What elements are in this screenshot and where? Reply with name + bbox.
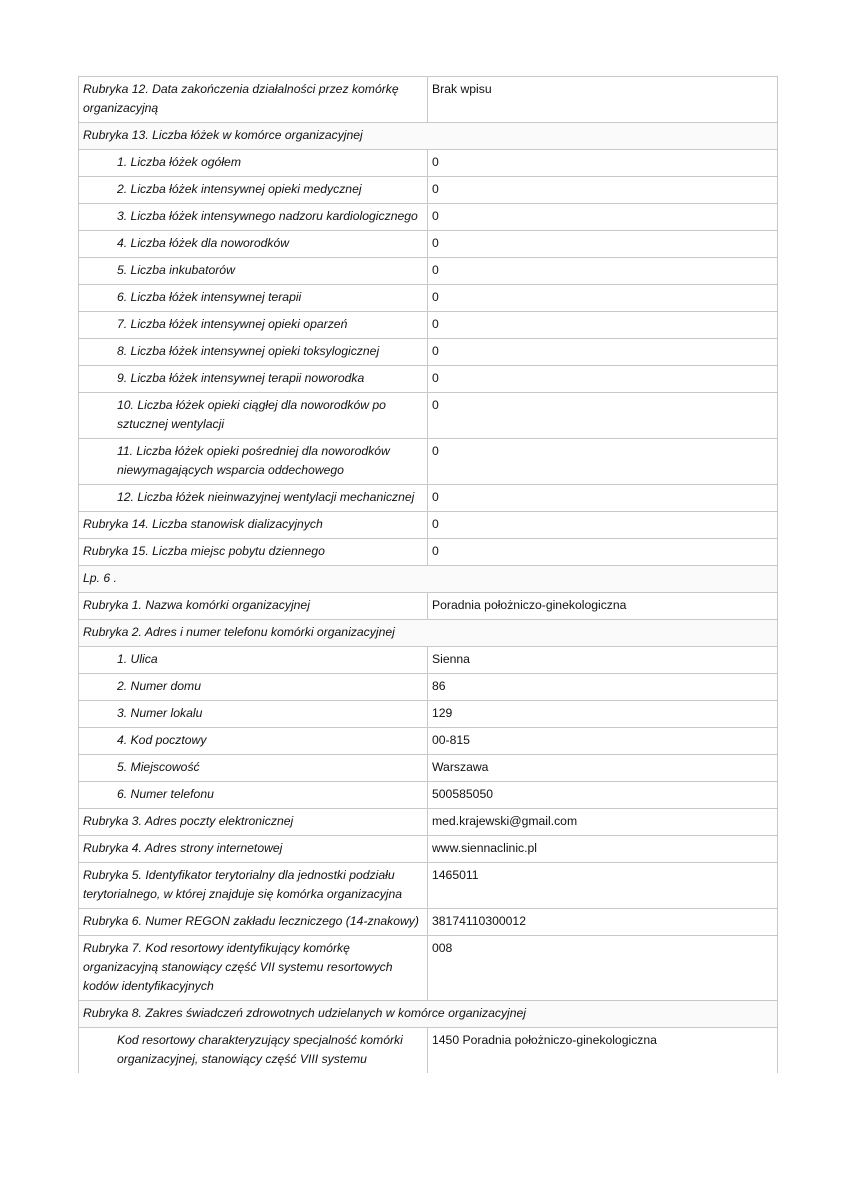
table-row — [79, 393, 778, 439]
table-row — [79, 863, 778, 909]
field-label: Kod resortowy charakteryzujący specjalność komórki organizacyjnej, stanowiący część VIII systemu — [79, 1028, 428, 1074]
field-label: Rubryka 6. Numer REGON zakładu leczniczego (14-znakowy) — [79, 909, 428, 936]
table-row — [79, 512, 778, 539]
field-label: 5. Liczba inkubatorów — [79, 258, 428, 285]
field-value: 0 — [428, 539, 778, 566]
section-header-label: Rubryka 8. Zakres świadczeń zdrowotnych udzielanych w komórce organizacyjnej — [79, 1001, 778, 1028]
table-row — [79, 231, 778, 258]
table-row — [79, 439, 778, 485]
section-header-label: Rubryka 13. Liczba łóżek w komórce organizacyjnej — [79, 123, 778, 150]
field-label: 5. Miejscowość — [79, 755, 428, 782]
field-label: 11. Liczba łóżek opieki pośredniej dla noworodków niewymagających wsparcia oddechowego — [79, 439, 428, 485]
field-label: 9. Liczba łóżek intensywnej terapii noworodka — [79, 366, 428, 393]
field-value: 0 — [428, 231, 778, 258]
field-value: 0 — [428, 485, 778, 512]
table-row — [79, 204, 778, 231]
table-row — [79, 909, 778, 936]
field-value: 86 — [428, 674, 778, 701]
section-header-row — [79, 123, 778, 150]
table-row — [79, 339, 778, 366]
field-value: 0 — [428, 258, 778, 285]
field-value: 0 — [428, 339, 778, 366]
register-table — [78, 76, 778, 1073]
field-value: Sienna — [428, 647, 778, 674]
table-row — [79, 782, 778, 809]
field-value: 500585050 — [428, 782, 778, 809]
field-value: 008 — [428, 936, 778, 1001]
field-label: 4. Kod pocztowy — [79, 728, 428, 755]
field-label: 8. Liczba łóżek intensywnej opieki toksylogicznej — [79, 339, 428, 366]
field-label: 1. Liczba łóżek ogółem — [79, 150, 428, 177]
table-row — [79, 539, 778, 566]
section-header-row — [79, 1001, 778, 1028]
field-value: 0 — [428, 439, 778, 485]
table-row — [79, 593, 778, 620]
table-row — [79, 285, 778, 312]
field-label: 6. Numer telefonu — [79, 782, 428, 809]
field-label: 2. Liczba łóżek intensywnej opieki medycznej — [79, 177, 428, 204]
table-row — [79, 366, 778, 393]
field-value: 0 — [428, 204, 778, 231]
table-row — [79, 674, 778, 701]
section-header-label: Rubryka 2. Adres i numer telefonu komórki organizacyjnej — [79, 620, 778, 647]
field-label: 4. Liczba łóżek dla noworodków — [79, 231, 428, 258]
field-value: 0 — [428, 150, 778, 177]
field-value: 38174110300012 — [428, 909, 778, 936]
table-row — [79, 312, 778, 339]
field-value: 0 — [428, 177, 778, 204]
field-value: Warszawa — [428, 755, 778, 782]
table-row — [79, 150, 778, 177]
field-label: 2. Numer domu — [79, 674, 428, 701]
field-label: Rubryka 5. Identyfikator terytorialny dla jednostki podziału terytorialnego, w której znajduje się komórka organizacyjna — [79, 863, 428, 909]
table-row — [79, 701, 778, 728]
field-value: 0 — [428, 312, 778, 339]
table-row — [79, 77, 778, 123]
section-header-row — [79, 566, 778, 593]
field-value: 1465011 — [428, 863, 778, 909]
table-row — [79, 755, 778, 782]
table-row — [79, 836, 778, 863]
table-row — [79, 728, 778, 755]
field-value: 00-815 — [428, 728, 778, 755]
register-table-body — [79, 77, 778, 1074]
table-row — [79, 485, 778, 512]
field-value: Poradnia położniczo-ginekologiczna — [428, 593, 778, 620]
field-label: 1. Ulica — [79, 647, 428, 674]
field-label: Rubryka 3. Adres poczty elektronicznej — [79, 809, 428, 836]
field-value: 0 — [428, 393, 778, 439]
field-label: Rubryka 1. Nazwa komórki organizacyjnej — [79, 593, 428, 620]
field-label: 10. Liczba łóżek opieki ciągłej dla noworodków po sztucznej wentylacji — [79, 393, 428, 439]
field-value: med.krajewski@gmail.com — [428, 809, 778, 836]
table-row — [79, 1028, 778, 1074]
field-label: Rubryka 15. Liczba miejsc pobytu dziennego — [79, 539, 428, 566]
section-header-label: Lp. 6 . — [79, 566, 778, 593]
document-page — [78, 76, 778, 1096]
field-value: 0 — [428, 512, 778, 539]
field-label: 3. Liczba łóżek intensywnego nadzoru kardiologicznego — [79, 204, 428, 231]
table-row — [79, 809, 778, 836]
field-label: Rubryka 12. Data zakończenia działalności przez komórkę organizacyjną — [79, 77, 428, 123]
table-row — [79, 177, 778, 204]
field-label: 3. Numer lokalu — [79, 701, 428, 728]
table-row — [79, 936, 778, 1001]
field-value: 129 — [428, 701, 778, 728]
table-row — [79, 258, 778, 285]
field-label: 6. Liczba łóżek intensywnej terapii — [79, 285, 428, 312]
section-header-row — [79, 620, 778, 647]
table-row — [79, 647, 778, 674]
field-label: Rubryka 7. Kod resortowy identyfikujący komórkę organizacyjną stanowiący część VII systemu resortowych kodów identyfikacyjnych — [79, 936, 428, 1001]
field-value: 0 — [428, 366, 778, 393]
field-label: Rubryka 4. Adres strony internetowej — [79, 836, 428, 863]
field-value: Brak wpisu — [428, 77, 778, 123]
field-label: 12. Liczba łóżek nieinwazyjnej wentylacji mechanicznej — [79, 485, 428, 512]
field-value: 0 — [428, 285, 778, 312]
field-label: Rubryka 14. Liczba stanowisk dializacyjnych — [79, 512, 428, 539]
field-label: 7. Liczba łóżek intensywnej opieki oparzeń — [79, 312, 428, 339]
field-value: www.siennaclinic.pl — [428, 836, 778, 863]
field-value: 1450 Poradnia położniczo-ginekologiczna — [428, 1028, 778, 1074]
